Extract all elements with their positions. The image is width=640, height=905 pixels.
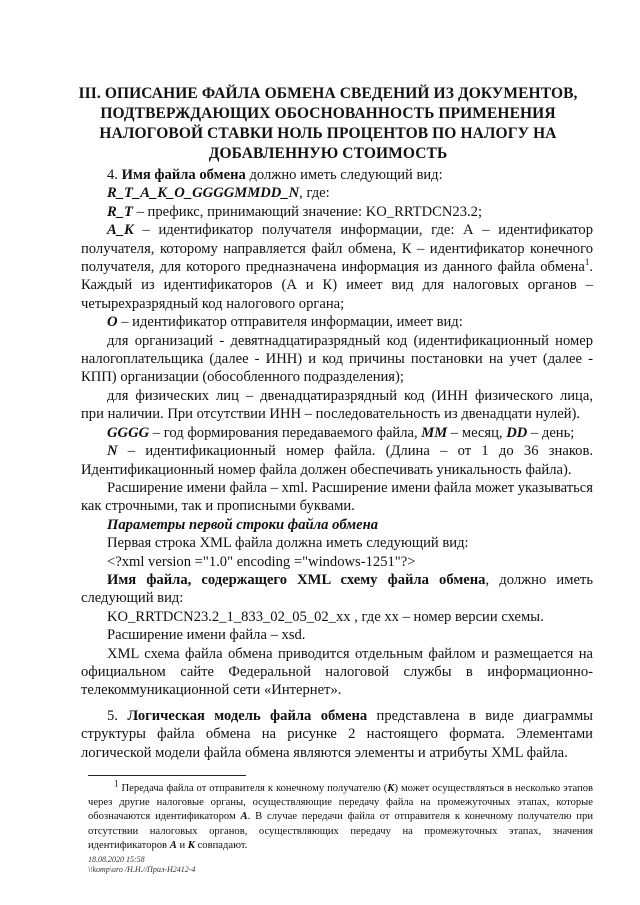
ak-definition — [81, 221, 593, 313]
first-line-params-title: Параметры первой строки файла обмена — [107, 516, 379, 533]
lead-text: должно иметь следующий вид: — [245, 167, 443, 183]
footnote-k-2: К — [187, 839, 195, 851]
date-definition — [81, 424, 593, 442]
schema-term: Имя файла, содержащего XML схему файла обмена — [107, 571, 486, 588]
day-term: DD — [506, 424, 528, 441]
o-definition — [81, 313, 593, 331]
document-body — [81, 166, 593, 762]
section-heading — [78, 84, 578, 164]
month-text: – месяц, — [447, 424, 507, 441]
individual-code-text: для физических лиц – двенадцатиразрядный код (ИНН физического лица, при наличии. При отсутствии ИНН – последовательность из двенадцати нулей). — [81, 387, 593, 423]
schema-file-name-text — [81, 571, 593, 608]
footnote-text-c: . В случае передачи файла от отправителя к конечному получателю при отсутствии налоговых органов, осуществляющих передачу на промежуточных этапах, значения идентификаторов — [88, 811, 593, 851]
footnote-divider — [88, 775, 246, 776]
footnote-text-d: и — [176, 839, 188, 851]
schema-publication-text: XML схема файла обмена приводится отдельным файлом и размещается на официальном сайте Федеральной налоговой службы в информационно-телекоммуникационной сети «Интернет». — [81, 645, 593, 699]
heading-line-1: III. ОПИСАНИЕ ФАЙЛА ОБМЕНА СВЕДЕНИЙ ИЗ ДОКУМЕНТОВ, — [78, 85, 578, 102]
footnote-mark: 1 — [114, 778, 119, 789]
footnote-a: А — [240, 811, 248, 823]
file-name-term: Имя файла обмена — [121, 167, 246, 183]
n-text: – идентификационный номер файла. (Длина – от 1 до 36 знаков. Идентификационный номер файла должен обеспечивать уникальность файла). — [81, 443, 593, 478]
logical-model-term: Логическая модель файла обмена — [127, 707, 368, 724]
paragraph-4-lead — [81, 166, 593, 184]
footnote-a-2: А — [169, 839, 177, 851]
footnote-text-e: совпадают. — [194, 839, 248, 851]
ak-text-continued: . Каждый из идентификаторов (А и К) имеет вид для налоговых органов – четырехразрядный код налогового органа; — [81, 259, 593, 312]
extension-text: Расширение имени файла – xml. Расширение имени файла может указываться как строчными, так и прописными буквами. — [81, 479, 593, 515]
pattern-rest: , где: — [299, 185, 330, 202]
file-name-pattern-line — [81, 184, 593, 202]
o-text: – идентификатор отправителя информации, имеет вид: — [117, 314, 463, 331]
day-text: – день; — [527, 424, 575, 441]
heading-line-4: ДОБАВЛЕННУЮ СТОИМОСТЬ — [208, 145, 448, 162]
footnote-ref: 1 — [584, 257, 590, 268]
rt-definition — [81, 203, 593, 221]
rt-text: – префикс, принимающий значение: KO_RRTDCN23.2; — [132, 203, 483, 220]
file-name-pattern: R_T_A_K_O_GGGGMMDD_N — [107, 185, 300, 202]
footnote — [88, 778, 593, 853]
schema-rest: , должно иметь следующий вид: — [81, 571, 593, 607]
print-stamp — [88, 855, 195, 875]
year-text: – год формирования передаваемого файла, — [149, 424, 422, 441]
n-term: N — [107, 443, 118, 460]
footnote-k: К — [387, 783, 395, 794]
rt-term: R_T — [107, 203, 133, 220]
item-number: 4. — [107, 167, 122, 183]
ak-term: A_K — [107, 222, 134, 239]
footnote-text — [88, 778, 593, 853]
heading-line-3: НАЛОГОВОЙ СТАВКИ НОЛЬ ПРОЦЕНТОВ ПО НАЛОГУ НА — [99, 125, 557, 142]
footnote-text-b: ) может осуществляться в несколько этапов через другие налоговые органы, осуществляющие передачу файла на промежуточных этапах, которые обозначаются идентификатором — [88, 783, 593, 823]
item-number-5: 5. — [107, 707, 128, 724]
xml-declaration: <?xml version ="1.0" encoding ="windows-1251"?> — [107, 553, 416, 570]
paragraph-5 — [81, 707, 593, 762]
organization-code-text: для организаций - девятнадцатиразрядный код (идентификационный номер налогоплательщика (далее - ИНН) и код причины постановки на учет (далее - КПП) организации (обособленного подразделения); — [81, 332, 593, 386]
o-term: О — [107, 314, 118, 331]
n-definition — [81, 442, 593, 479]
logical-model-text: представлена в виде диаграммы структуры файла обмена на рисунке 2 настоящего формата. Элементами логической модели файла обмена являются элементы и атрибуты XML файла. — [81, 707, 593, 761]
heading-line-2: ПОДТВЕРЖДАЮЩИХ ОБОСНОВАННОСТЬ ПРИМЕНЕНИЯ — [100, 105, 556, 122]
print-date: 18.08.2020 15:58 — [88, 855, 145, 864]
schema-file-name: KO_RRTDCN23.2_1_833_02_05_02_xx , где хх – номер версии схемы. — [107, 608, 544, 625]
year-term: GGGG — [107, 424, 150, 441]
month-term: MM — [421, 424, 448, 441]
ak-text: – идентификатор получателя информации, где: А – идентификатор получателя, которому направляется файл обмена, К – идентификатор конечного получателя, для которого предназначена информация из данного файла обмена — [81, 222, 593, 276]
file-path: \\komp\uro /Н.Н.//Прил-Н2412-4 — [88, 865, 196, 874]
first-line-text: Первая строка XML файла должна иметь следующий вид: — [107, 535, 469, 552]
footnote-text-a: Передача файла от отправителя к конечному получателю ( — [118, 783, 388, 794]
schema-extension: Расширение имени файла – xsd. — [107, 627, 306, 644]
